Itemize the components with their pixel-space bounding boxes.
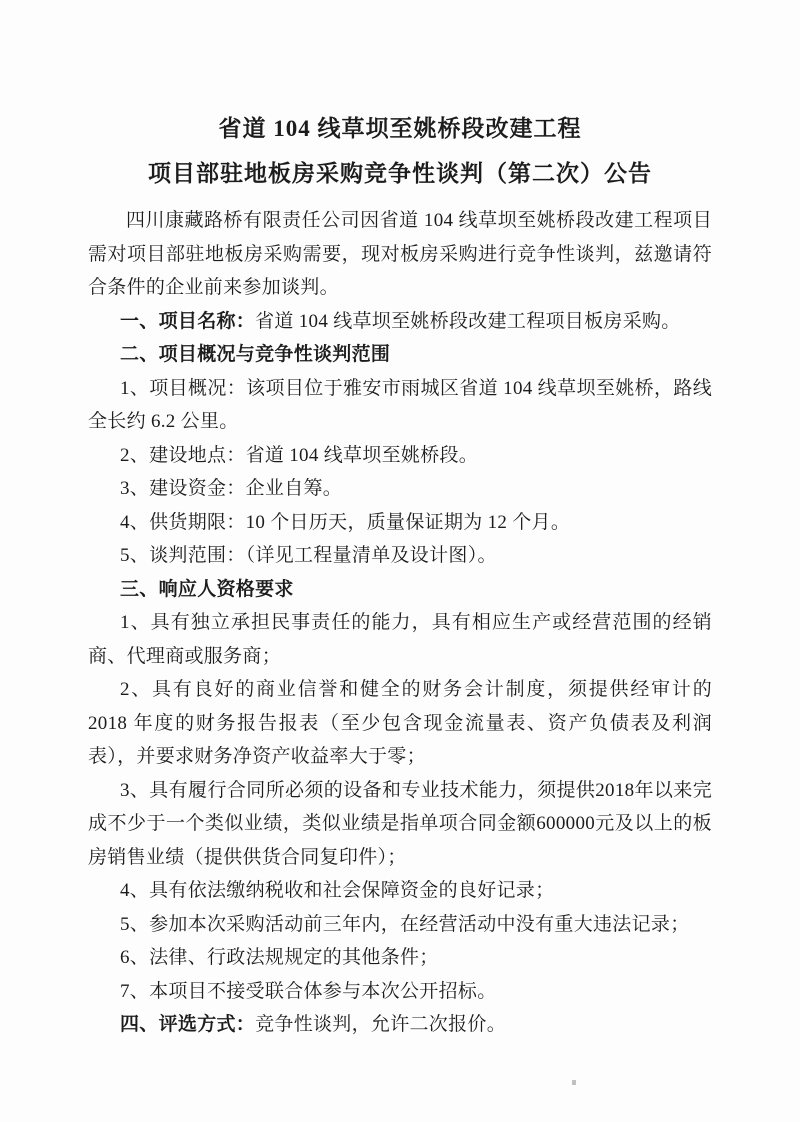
section3-item-2: 2、具有良好的商业信誉和健全的财务会计制度，须提供经审计的 2018 年度的财务报告报表（至少包含现金流量表、资产负债表及利润表），并要求财务净资产收益率大于零； — [88, 679, 712, 767]
section3-item-7: 7、本项目不接受联合体参与本次公开招标。 — [120, 980, 497, 1002]
intro-paragraph: 四川康藏路桥有限责任公司因省道 104 线草坝至姚桥段改建工程项目需对项目部驻地板房采购需要，现对板房采购进行竞争性谈判，兹邀请符合条件的企业前来参加谈判。 — [88, 210, 712, 298]
section3-item-5: 5、参加本次采购活动前三年内，在经营活动中没有重大违法记录； — [120, 913, 690, 935]
section3-item-4: 4、具有依法缴纳税收和社会保障资金的良好记录； — [120, 880, 555, 901]
section4-label: 四、评选方式： — [120, 1014, 256, 1035]
section2-item-3: 3、建设资金：企业自筹。 — [120, 478, 343, 499]
section1-text: 省道 104 线草坝至姚桥段改建工程项目板房采购。 — [255, 310, 681, 332]
section4-line — [88, 1008, 712, 1042]
section2-item-2: 2、建设地点：省道 104 线草坝至姚桥段。 — [120, 444, 479, 466]
doc-title-line2: 项目部驻地板房采购竞争性谈判（第二次）公告 — [148, 161, 652, 186]
section3-heading: 三、响应人资格要求 — [120, 578, 294, 600]
section2-item-5: 5、谈判范围：（详见工程量清单及设计图）。 — [120, 545, 497, 566]
section3-item-1: 1、具有独立承担民事责任的能力，具有相应生产或经营范围的经销商、代理商或服务商； — [88, 612, 712, 667]
doc-title-line1: 省道 104 线草坝至姚桥段改建工程 — [218, 116, 582, 141]
section3-item-3: 3、具有履行合同所必须的设备和专业技术能力，须提供2018年以来完成不少于一个类似业绩，类似业绩是指单项合同金额600000元及以上的板房销售业绩（提供供货合同复印件）； — [88, 779, 712, 868]
scan-speck — [572, 1080, 576, 1085]
section1-line — [88, 305, 712, 339]
section1-label: 一、项目名称： — [120, 310, 256, 332]
section2-heading: 二、项目概况与竞争性谈判范围 — [120, 344, 391, 365]
section4-text: 竞争性谈判，允许二次报价。 — [255, 1014, 507, 1035]
section3-item-6: 6、法律、行政法规规定的其他条件； — [120, 947, 439, 968]
section2-item-4: 4、供货期限：10 个日历天，质量保证期为 12 个月。 — [120, 511, 571, 533]
section2-item-1: 1、项目概况：该项目位于雅安市雨城区省道 104 线草坝至姚桥，路线全长约 6.2 公里。 — [88, 377, 712, 432]
